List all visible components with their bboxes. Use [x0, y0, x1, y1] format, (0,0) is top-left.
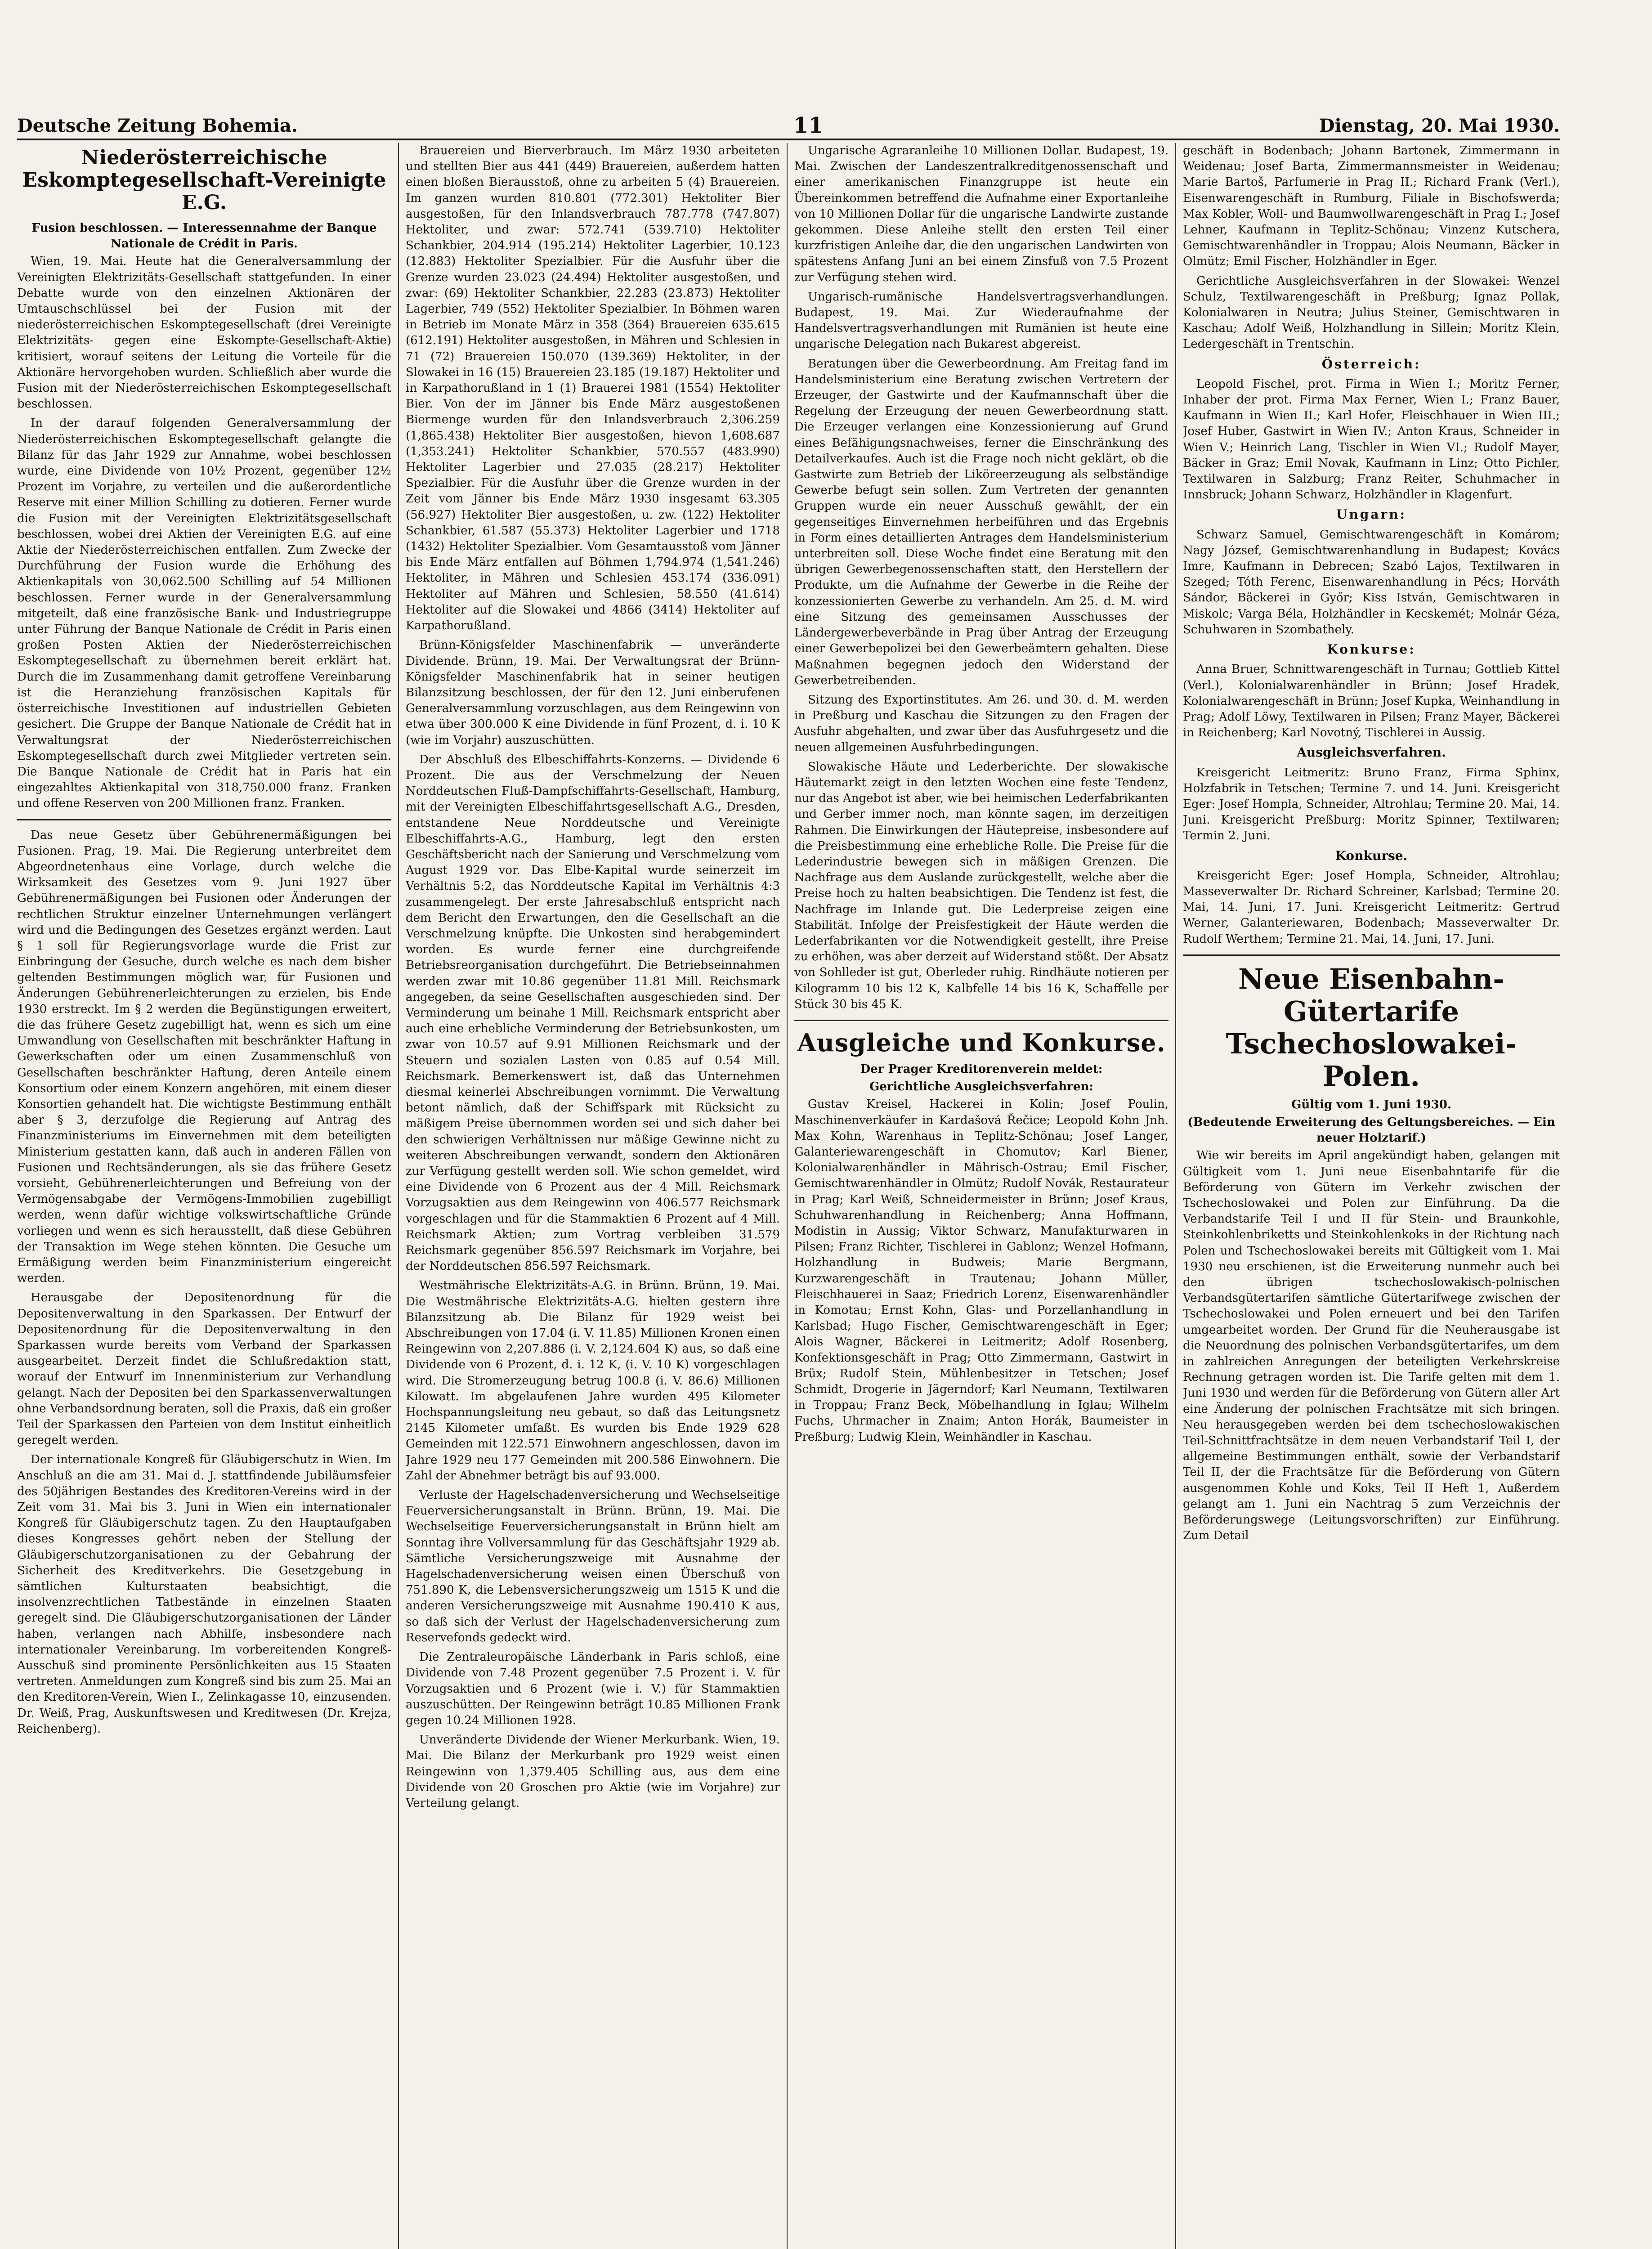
- article-paragraph: Brauereien und Bierverbrauch. Im März 1930 arbeiteten und stellten Bier aus 441 (449) Brauereien, außerdem hatten einen bloßen Bierausstoß, ohne zu arbeiten 5 (4) Brauereien. Im ganzen wurden 810.801 (772.301) Hektoliter Bier ausgestoßen, für den Inlandsverbrauch 787.778 (747.807) Hektoliter, und zwar: 572.741 (539.710) Hektoliter Schankbier, 204.914 (195.214) Hektoliter Lagerbier, 10.123 (12.883) Hektoliter Spezialbier. Für die Ausfuhr über die Grenze wurden 23.023 (24.494) Hektoliter ausgestoßen, und zwar: (69) Hektoliter Schankbier, 22.283 (23.873) Hektoliter Lagerbier, 749 (552) Hektoliter Spezialbier. In Böhmen waren in Betrieb im Monate März in 358 (364) Brauereien 635.615 (612.191) Hektoliter ausgestoßen, in Mähren und Schlesien in 71 (72) Brauereien 150.070 (139.369) Hektoliter, in der Slowakei in 16 (15) Brauereien 23.185 (19.187) Hektoliter und in Karpathorußland in 1 (1) Brauerei 1981 (1554) Hektoliter Bier. Von der im Jänner bis Ende März ausgestoßenen Biermenge wurden für den Inlandsverbrauch 2,306.259 (1,865.438) Hektoliter Bier ausgestoßen, hievon 1,608.687 (1,353.241) Hektoliter Schankbier, 570.557 (483.990) Hektoliter Lagerbier und 27.035 (28.217) Hektoliter Spezialbier. Für die Ausfuhr über die Grenze wurden in der Zeit vom Jänner bis Ende März 1930 insgesamt 63.305 (56.927) Hektoliter Bier ausgestoßen, u. zw. (122) Hektoliter Schankbier, 61.587 (55.373) Hektoliter Lagerbier und 1718 (1432) Hektoliter Spezialbier. Vom Gesamtausstoß vom Jänner bis Ende März entfallen auf Böhmen 1,794.974 (1,541.246) Hektoliter, in Mähren und Schlesien 453.174 (336.091) Hektoliter auf Mähren und Schlesien, 58.550 (41.614) Hektoliter auf die Slowakei und 4866 (3414) Hektoliter auf Karpathorußland.: [406, 144, 780, 633]
- article-paragraph: Westmährische Elektrizitäts-A.G. in Brünn. Brünn, 19. Mai. Die Westmährische Elektrizitäts-A.G. hielten gestern ihre Bilanzsitzung ab. Die Bilanz für 1929 weist bei Abschreibungen von 17.04 (i. V. 11.85) Millionen Kronen einen Reingewinn von 2,207.886 (i. V. 2,124.604 K) aus, so daß eine Dividende von 6 Prozent, d. i. 12 K, (i. V. 10 K) vorgeschlagen wird. Die Stromerzeugung betrug 100.8 (i. V. 86.6) Millionen Kilowatt. Im abgelaufenen Jahre wurden 495 Kilometer Hochspannungsleitung neu gebaut, so daß das Leitungsnetz 2145 Kilometer umfaßt. Es wurden bis Ende 1929 628 Gemeinden mit 122.571 Einwohnern angeschlossen, davon im Jahre 1929 neu 177 Gemeinden mit 200.586 Einwohnern. Die Zahl der Abnehmer beträgt bis auf 93.000.: [406, 1279, 780, 1483]
- column-rule: [398, 143, 399, 2249]
- article-separator: [17, 819, 391, 820]
- article-paragraph: In der darauf folgenden Generalversammlung der Niederösterreichischen Eskomptegesellschaft gelangte die Bilanz für das Jahr 1929 zur Annahme, wobei beschlossen wurde, eine Dividende von 10½ Prozent, gegenüber 12½ Prozent im Vorjahre, zu verteilen und die außerordentliche Reserve mit einer Million Schilling zu dotieren. Ferner wurde die Fusion mit der Vereinigten Elektrizitätsgesellschaft beschlossen, wobei drei Aktien der Vereinigten E.G. auf eine Aktie der Niederösterreichischen entfallen. Zum Zwecke der Durchführung der Fusion wurde die Erhöhung des Aktienkapitals von 30,062.500 Schilling auf 54 Millionen beschlossen. Ferner wurde in der Generalversammlung mitgeteilt, daß eine französische Bank- und Industriegruppe unter Führung der Banque Nationale de Crédit in Paris einen großen Posten Aktien der Niederösterreichischen Eskomptegesellschaft zu übernehmen bereit erklärt hat. Durch die im Zusammenhang damit getroffene Vereinbarung ist die Heranziehung französischen Kapitals für österreichische Investitionen auf industriellen Gebieten gesichert. Die Gruppe der Banque Nationale de Crédit hat in Verwaltungsrat der Niederösterreichischen Eskomptegesellschaft durch zwei Mitglieder vertreten sein. Die Banque Nationale de Crédit hat in Paris hat ein eingezahltes Aktienkapital von 318,750.000 franz. Franken und offene Reserven von 200 Millionen franz. Franken.: [17, 417, 391, 811]
- article-paragraph: Der internationale Kongreß für Gläubigerschutz in Wien. Im Anschluß an die am 31. Mai d. J. stattfindende Jubiläumsfeier des 50jährigen Bestandes des Kreditoren-Vereins wird in der Zeit vom 31. Mai bis 3. Juni in Wien ein internationaler Kongreß für Gläubigerschutz tagen. Zu den Hauptaufgaben dieses Kongresses gehört neben der Stellung der Gläubigerschutzorganisationen zu der Gebahrung der Sicherheit des Kreditverkehrs. Die Gesetzgebung in sämtlichen Kulturstaaten beabsichtigt, die insolvenzrechtlichen Tatbestände in einzelnen Staaten geregelt sind. Die Gläubigerschutzorganisationen der Länder haben, verlangen nach Abhilfe, insbesondere nach internationaler Vereinbarung. Im vorbereitenden Kongreß-Ausschuß sind prominente Persönlichkeiten aus 15 Staaten vertreten. Anmeldungen zum Kongreß sind bis zum 25. Mai an den Kreditoren-Verein, Wien I., Zelinkagasse 10, einzusenden. Dr. Weiß, Prag, Auskunftswesen und Kreditwesen (Dr. Krejza, Reichenberg).: [17, 1453, 391, 1736]
- section-title: Ausgleiche und Konkurse.: [797, 1028, 1166, 1057]
- article-paragraph: Sitzung des Exportinstitutes. Am 26. und 30. d. M. werden in Preßburg und Kaschau die Sitzungen zu den Fragen der Ausfuhr abgehalten, und zwar über das Ausfuhrgesetz und die neuen allgemeinen Ausfuhrbedingungen.: [794, 693, 1168, 754]
- region-heading: Ungarn:: [1336, 507, 1406, 522]
- article-paragraph: Wie wir bereits im April angekündigt haben, gelangen mit Gültigkeit vom 1. Juni neue Eisenbahntarife für die Beförderung von Gütern im Verkehr zwischen der Tschechoslowakei und Polen zur Einführung. Da die Verbandstarife Teil I und II für Stein- und Braunkohle, Steinkohlenbriketts und Steinkohlenkoks in der Richtung nach Polen und Tschechoslowakei bereits mit Gültigkeit vom 1. Mai 1930 neu erschienen, ist die Erweiterung nunmehr auch bei den übrigen tschechoslowakisch-polnischen Verbandsgütertarifen sämtliche Gütertarifwege zwischen der Tschechoslowakei und Polen erneuert und bei den Tarifen umgearbeitet worden. Der Grund für die Neuherausgabe ist die Neuordnung des polnischen Verbandsgütertarifes, um dem in zahlreichen Anregungen der beteiligten Verkehrskreise Rechnung getragen worden ist. Die Tarife gelten mit dem 1. Juni 1930 und werden für die Beförderung von Gütern aller Art eine Änderung der polnischen Frachtsätze mit sich bringen. Neu herausgegeben werden bei dem tschechoslowakischen Teil-Schnittfrachtsätze in dem neuen Verbandstarif Teil I, der allgemeine Bestimmungen enthält, sowie der Verbandstarif Teil II, der die Frachtsätze für die Beförderung von Gütern ausgenommen Kohle und Koks, Teil II Heft 1, Außerdem gelangt am 1. Juni ein Nachtrag 5 zum Verzeichnis der Beförderungswege (Leitungsvorschriften) zur Einführung. Zum Detail: [1183, 1149, 1560, 1543]
- header-page-number: 11: [793, 113, 824, 138]
- column-rule: [1175, 143, 1176, 2249]
- region-heading: Österreich:: [1321, 356, 1421, 372]
- section-subtitle: Der Prager Kreditorenverein meldet:: [860, 1062, 1103, 1076]
- article-paragraph: Herausgabe der Depositenordnung für die Depositenverwaltung in den Sparkassen. Der Entwurf der Depositenordnung für die Depositenverwaltung in den Sparkassen wurde bereits vom Verband der Sparkassen ausgearbeitet. Derzeit findet die Schlußredaktion statt, worauf der Entwurf im Innenministerium zur Verhandlung gelangt. Nach der Depositen bei den Sparkassenverwaltungen ohne Verbandsordnung beraten, soll die Praxis, daß ein großer Teil der Sparkassen den Parteien von dem Institut einheitlich geregelt werden.: [17, 1291, 391, 1447]
- column-3: [794, 143, 1168, 2249]
- column-2: [406, 143, 780, 2249]
- article-paragraph: Der Abschluß des Elbeschiffahrts-Konzerns. — Dividende 6 Prozent. Die aus der Verschmelzung der Neuen Norddeutschen Fluß-Dampfschiffahrts-Gesellschaft, Hamburg, mit der Vereinigten Elbeschiffahrtsgesellschaft A.G., Dresden, entstandene Neue Norddeutsche und Vereinigte Elbeschiffahrts-A.G., Hamburg, legt den ersten Geschäftsbericht nach der Sanierung und Verschmelzung vom August 1929 vor. Das Elbe-Kapital wurde seinerzeit im Verhältnis 5:2, das Norddeutsche Kapital im Verhältnis 4:3 zusammengelegt. Der erste Jahresabschluß entspricht nach dem Bericht den Erwartungen, den die Gesellschaft an die Verschmelzung knüpfte. Die Unkosten sind herabgemindert worden. Es wurde ferner eine durchgreifende Betriebsreorganisation durchgeführt. Die Betriebseinnahmen werden zwar mit 10.86 gegenüber 11.81 Mill. Reichsmark angegeben, da seine Gesellschaften ausgeschieden sind. Der Verminderung um beinahe 1 Mill. Reichsmark entspricht aber auch eine erhebliche Verminderung der Betriebsunkosten, um zwar von 10.57 auf 9.91 Millionen Reichsmark und der Steuern und sozialen Lasten von 0.85 auf 0.54 Mill. Reichsmark. Bemerkenswert ist, daß das Unternehmen diesmal keinerlei Abschreibungen vornimmt. Die Verwaltung betont nämlich, daß der Schiffspark mit Rücksicht zu mäßigem Preise übernommen worden sei und sich daher bei den schwierigen Verhältnissen nur mäßige Gewinne nicht zu weiteren Abschreibungen verwandt, sondern den Aktionären zur Verfügung gestellt werden soll. Wie schon gemeldet, wird eine Dividende von 6 Prozent aus der 4 Mill. Reichsmark Vorzugsaktien aus dem Reingewinn von 406.577 Reichsmark vorgeschlagen und für die Stammaktien 6 Prozent auf 4 Mill. Reichsmark Aktien; zum Vortrag verbleiben 31.579 Reichsmark gegenüber 856.597 Reichsmark im Vorjahre, bei der Norddeutschen 856.597 Reichsmark.: [406, 753, 780, 1273]
- running-header: [17, 112, 1560, 140]
- header-date: Dienstag, 20. Mai 1930.: [1319, 115, 1560, 136]
- article-paragraph: Verluste der Hagelschadenversicherung und Wechselseitige Feuerversicherungsanstalt in Brünn. Brünn, 19. Mai. Die Wechselseitige Feuerversicherungsanstalt in Brünn hielt am Sonntag ihre Vollversammlung für das Geschäftsjahr 1929 ab. Sämtliche Versicherungszweige mit Ausnahme der Hagelschadenversicherung weisen einen Überschuß von 751.890 K, die Lebensversicherungszweig um 1515 K und die anderen Versicherungszweige mit Ausnahme 190.410 K aus, so daß sich der Verlust der Hagelschadenversicherung zum Reservefonds gedeckt wird.: [406, 1488, 780, 1644]
- column-1: [17, 143, 391, 2249]
- region-heading: Konkurse.: [1335, 848, 1408, 863]
- article-paragraph: geschäft in Bodenbach; Johann Bartonek, Zimmermann in Weidenau; Josef Barta, Zimmermannsmeister in Weidenau; Marie Bartoš, Parfumerie in Prag II.; Richard Frank (Verl.), Eisenwarengeschäft in Rumburg, Filiale in Bischofswerda; Max Kobler, Woll- und Baumwollwarengeschäft in Prag I.; Josef Lehner, Kaufmann in Teplitz-Schönau; Vinzenz Kutschera, Gemischtwarenhändler in Troppau; Alois Neumann, Bäcker in Olmütz; Emil Fischer, Holzhändler in Eger.: [1183, 144, 1560, 269]
- article-paragraph: Anna Bruer, Schnittwarengeschäft in Turnau; Gottlieb Kittel (Verl.), Kolonialwarenhändler in Brünn; Josef Hradek, Kolonialwarengeschäft in Brünn; Josef Kupka, Weinhandlung in Prag; Adolf Löwy, Textilwaren in Pilsen; Franz Mayer, Bäckerei in Reichenberg; Karl Novotný, Tischlerei in Aussig.: [1183, 663, 1560, 740]
- article-paragraph: Slowakische Häute und Lederberichte. Der slowakische Häutemarkt zeigt in den letzten Wochen eine feste Tendenz, nur das Angebot ist aber, wie bei heimischen Lederfabrikanten und Gerber immer noch, man könnte sagen, im derzeitigen Rahmen. Die Einwirkungen der Häutepreise, insbesondere auf die Preisbestimmung eine erhebliche Rolle. Die Preise für die Lederindustrie bewegen sich in mäßigen Grenzen. Die Nachfrage aus dem Auslande zurückgestellt, welche aber die Preise hoch zu halten beabsichtigen. Die Tendenz ist fest, die Nachfrage im Inlande gut. Die Lederpreise zeigen eine Stabilität. Infolge der Preisfestigkeit der Häute werden die Lederfabrikanten vor die Notwendigkeit gestellt, ihre Preise zu erhöhen, was aber derzeit auf Widerstand stößt. Der Absatz von Sohlleder ist gut, Oberleder ruhig. Rindhäute notieren per Kilogramm 10 bis 12 K, Kalbfelle 14 bis 16 K, Schaffelle per Stück 30 bis 45 K.: [794, 760, 1168, 1011]
- section-separator: [794, 1020, 1168, 1021]
- article-paragraph: Ungarisch-rumänische Handelsvertragsverhandlungen. Budapest, 19. Mai. Zur Wiederaufnahme der Handelsvertragsverhandlungen mit Rumänien ist heute eine ungarische Delegation nach Bukarest abgereist.: [794, 290, 1168, 351]
- column-4: [1183, 143, 1560, 2249]
- article-paragraph: Gustav Kreisel, Hackerei in Kolin; Josef Poulin, Maschinenverkäufer in Kardašová Řečice; Leopold Kohn Jnh. Max Kohn, Warenhaus in Teplitz-Schönau; Josef Langer, Galanteriewarengeschäft in Chomutov; Karl Biener, Kolonialwarenhändler in Mährisch-Ostrau; Emil Fischer, Gemischtwarenhändler in Olmütz; Rudolf Novák, Restaurateur in Prag; Karl Weiß, Schneidermeister in Brünn; Josef Kraus, Schuhwarenhandlung in Reichenberg; Anna Hoffmann, Modistin in Aussig; Viktor Schwarz, Manufakturwaren in Pilsen; Franz Richter, Tischlerei in Gablonz; Wenzel Hofmann, Holzhandlung in Budweis; Marie Bergmann, Kurzwarengeschäft in Trautenau; Johann Müller, Fleischhauerei in Saaz; Friedrich Lorenz, Eisenwarenhändler in Komotau; Ernst Kohn, Glas- und Porzellanhandlung in Karlsbad; Hugo Fischer, Gemischtwarengeschäft in Eger; Alois Wagner, Bäckerei in Leitmeritz; Adolf Rosenberg, Konfektionsgeschäft in Prag; Otto Zimmermann, Gastwirt in Brüx; Rudolf Stein, Mühlenbesitzer in Tetschen; Josef Schmidt, Drogerie in Jägerndorf; Karl Neumann, Textilwaren in Troppau; Franz Beck, Möbelhandlung in Iglau; Wilhelm Fuchs, Uhrmacher in Znaim; Anton Horák, Baumeister in Preßburg; Ludwig Klein, Weinhändler in Kaschau.: [794, 1098, 1168, 1444]
- article-paragraph: Schwarz Samuel, Gemischtwarengeschäft in Komárom; Nagy József, Gemischtwarenhandlung in Budapest; Kovács Imre, Kaufmann in Debrecen; Szabó Lajos, Textilwaren in Szeged; Tóth Ferenc, Eisenwarenhandlung in Pécs; Horváth Sándor, Bäckerei in Győr; Kiss István, Gemischtwaren in Miskolc; Varga Béla, Holzhändler in Kecskemét; Molnár Géza, Schuhwaren in Szombathely.: [1183, 528, 1560, 636]
- article-paragraph: Wien, 19. Mai. Heute hat die Generalversammlung der Vereinigten Elektrizitäts-Gesellschaft stattgefunden. In einer Debatte wurde von den einzelnen Aktionären der Umtauschschlüssel bei der Fusion mit der niederösterreichischen Eskomptegesellschaft (drei Vereinigte Elektrizitäts- gegen eine Eskompte-Gesellschaft-Aktie) kritisiert, worauf seitens der Leitung die Vorteile für die Aktionäre hervorgehoben wurden. Schließlich aber wurde die Fusion mit der Niederösterreichischen Eskomptegesellschaft beschlossen.: [17, 255, 391, 411]
- region-heading: Ausgleichsverfahren.: [1297, 745, 1446, 760]
- article-paragraph: Brünn-Königsfelder Maschinenfabrik — unveränderte Dividende. Brünn, 19. Mai. Der Verwaltungsrat der Brünn-Königsfelder Maschinenfabrik hat in seiner heutigen Bilanzsitzung beschlossen, der für den 12. Juni einberufenen Generalversammlung vorzuschlagen, aus dem Reingewinn von etwa über 300.000 K eine Dividende in fünf Prozent, d. i. 10 K (wie im Vorjahr) auszuschütten.: [406, 638, 780, 747]
- article-paragraph: Unveränderte Dividende der Wiener Merkurbank. Wien, 19. Mai. Die Bilanz der Merkurbank pro 1929 weist einen Reingewinn von 1,379.405 Schilling aus, aus dem eine Dividende von 20 Groschen pro Aktie (wie im Vorjahre) zur Verteilung gelangt.: [406, 1733, 780, 1810]
- article-subhead: Fusion beschlossen. — Interessennahme der Banque Nationale de Crédit in Paris.: [31, 221, 377, 251]
- article-paragraph: Die Zentraleuropäische Länderbank in Paris schloß, eine Dividende von 7.48 Prozent gegenüber 7.5 Prozent i. V. für Vorzugsaktien und 6 Prozent (wie i. V.) für Stammaktien auszuschütten. Der Reingewinn beträgt 10.85 Millionen Frank gegen 10.24 Millionen 1928.: [406, 1650, 780, 1727]
- article-paragraph: Kreisgericht Eger: Josef Hompla, Schneider, Altrohlau; Masseverwalter Dr. Richard Schreiner, Karlsbad; Termine 20. Mai, 14. Juni, 17. Juni. Kreisgericht Leitmeritz: Gertrud Werner, Galanteriewaren, Bodenbach; Masseverwalter Dr. Rudolf Werthem; Termine 21. Mai, 14. Juni, 17. Juni.: [1183, 869, 1560, 946]
- column-rule: [787, 143, 788, 2249]
- header-newspaper-name: Deutsche Zeitung Bohemia.: [17, 115, 298, 136]
- article-paragraph: Beratungen über die Gewerbeordnung. Am Freitag fand im Handelsministerium eine Beratung zwischen Vertretern der Erzeuger, der Gastwirte und der Kaufmannschaft über die Regelung der Erzeugung der neuen Gewerbeordnung statt. Die Erzeuger verlangen eine Konzessionierung auf Grund eines Befähigungsnachweises, ferner die Einschränkung des Detailverkaufes. Auch ist die Frage noch nicht geklärt, ob die Gastwirte zum Betrieb der Liköreerzeugung als selbständige Gewerbe befugt sein sollen. Zum Vertreten der genannten Gruppen wurde ein neuer Ausschuß gewählt, der ein gegenseitiges Einvernehmen herbeiführen und das Ergebnis in Form eines detaillierten Antrages dem Handelsministerium unterbreiten soll. Diese Woche findet eine Beratung mit den übrigen Gewerbegenossenschaften statt, den Herstellern der Produkte, um die Aufnahme der Gewerbe in die Reihe der konzessionierten Gewerbe zu verhandeln. Am 25. d. M. wird eine Sitzung des gemeinsamen Ausschusses der Ländergewerbeverbände in Prag über Antrag der Erzeugung einer Gewerbepolizei bei den Gewerbeämtern gehalten. Diese Maßnahmen begegnen jedoch den Widerstand der Gewerbetreibenden.: [794, 357, 1168, 687]
- article-paragraph: Kreisgericht Leitmeritz: Bruno Franz, Firma Sphinx, Holzfabrik in Tetschen; Termine 7. und 14. Juni. Kreisgericht Eger: Josef Hompla, Schneider, Altrohlau; Termine 20. Mai, 14. Juni. Kreisgericht Preßburg: Moritz Spinner, Textilwaren; Termin 2. Juni.: [1183, 766, 1560, 843]
- article-separator: [1183, 954, 1560, 956]
- article-subhead: (Bedeutende Erweiterung des Geltungsbereiches. — Ein neuer Holztarif.): [1187, 1115, 1555, 1145]
- article-paragraph: Das neue Gesetz über Gebührenermäßigungen bei Fusionen. Prag, 19. Mai. Die Regierung unterbreitet dem Abgeordnetenhaus eine Vorlage, durch welche die Wirksamkeit des Gesetzes vom 9. Juni 1927 über Gebührenermäßigungen bei Fusionen oder Änderungen der rechtlichen Struktur einzelner Unternehmungen verlängert wird und die Bedingungen des Gesetzes ergänzt werden. Laut § 1 soll für Regierungsvorlage wurde die Frist zur Einbringung der Gesuche, durch welche es nach dem bisher geltenden Bestimmungen möglich war, für Fusionen und Änderungen Gebührenerleichterungen zu erzielen, bis Ende 1930 erstreckt. Im § 2 werden die Begünstigungen erweitert, die das frühere Gesetz zugebilligt hat, wenn es sich um eine Umwandlung von Gesellschaften mit beschränkter Haftung in Gewerkschaften oder um einen Zusammenschluß von Gesellschaften beschränkter Haftung, deren Anteile einem Konsortium oder einem Konzern angehören, mit einem dieser Konsortien gehandelt hat. Die wichtigste Bestimmung enthält aber § 3, derzufolge die Regierung auf Antrag des Finanzministeriums im Einvernehmen mit dem beteiligten Ministerium gestatten kann, daß auch in anderen Fällen von Fusionen und Rechtsänderungen, als sie das frühere Gesetz vorsieht, Gebührenerleichterungen und Befreiung von der Vermögensabgabe der Vermögens-Immobilien zugebilligt werden, wenn dafür wichtige volkswirtschaftliche Gründe vorliegen und wenn es sich herausstellt, daß diese Gebühren der Transaktion im Wege stehen könnten. Die Gesuche um Ermäßigung werden beim Finanzministerium eingereicht werden.: [17, 828, 391, 1286]
- region-heading: Konkurse:: [1327, 642, 1416, 657]
- article-paragraph: Leopold Fischel, prot. Firma in Wien I.; Moritz Ferner, Inhaber der prot. Firma Max Ferner, Wien I.; Franz Bauer, Kaufmann in Wien II.; Karl Hofer, Fleischhauer in Wien III.; Josef Huber, Gastwirt in Wien IV.; Anton Kraus, Schneider in Wien V.; Heinrich Lang, Tischler in Wien VI.; Rudolf Mayer, Bäcker in Graz; Emil Novak, Kaufmann in Linz; Otto Pichler, Textilwaren in Salzburg; Franz Reiter, Schuhmacher in Innsbruck; Johann Schwarz, Holzhändler in Klagenfurt.: [1183, 377, 1560, 502]
- article-title: Neue Eisenbahn-Gütertarife Tschechoslowakei-Polen.: [1226, 962, 1517, 1093]
- article-paragraph: Ungarische Agraranleihe 10 Millionen Dollar. Budapest, 19. Mai. Zwischen der Landeszentralkreditgenossenschaft und einer amerikanischen Finanzgruppe ist heute ein Übereinkommen betreffend die Aufnahme einer Exportanleihe von 10 Millionen Dollar für die ungarische Landwirte zustande gekommen. Diese Anleihe stellt den ersten Teil einer kurzfristigen Anleihe dar, die den ungarischen Landwirten von spätestens Anfang Juni an bei einem Zinsfuß von 7.5 Prozent zur Verfügung stehen wird.: [794, 144, 1168, 284]
- section-subtitle: Gerichtliche Ausgleichsverfahren:: [869, 1080, 1093, 1094]
- article-paragraph: Gerichtliche Ausgleichsverfahren in der Slowakei: Wenzel Schulz, Textilwarengeschäft in Preßburg; Ignaz Pollak, Kolonialwaren in Neutra; Julius Steiner, Gemischtwaren in Kaschau; Adolf Weiß, Holzhandlung in Sillein; Moritz Klein, Ledergeschäft in Trentschin.: [1183, 274, 1560, 351]
- article-title: Niederösterreichische Eskomptegesellschaft-Vereinigte E.G.: [22, 146, 386, 214]
- article-subhead: Gültig vom 1. Juni 1930.: [1291, 1098, 1451, 1111]
